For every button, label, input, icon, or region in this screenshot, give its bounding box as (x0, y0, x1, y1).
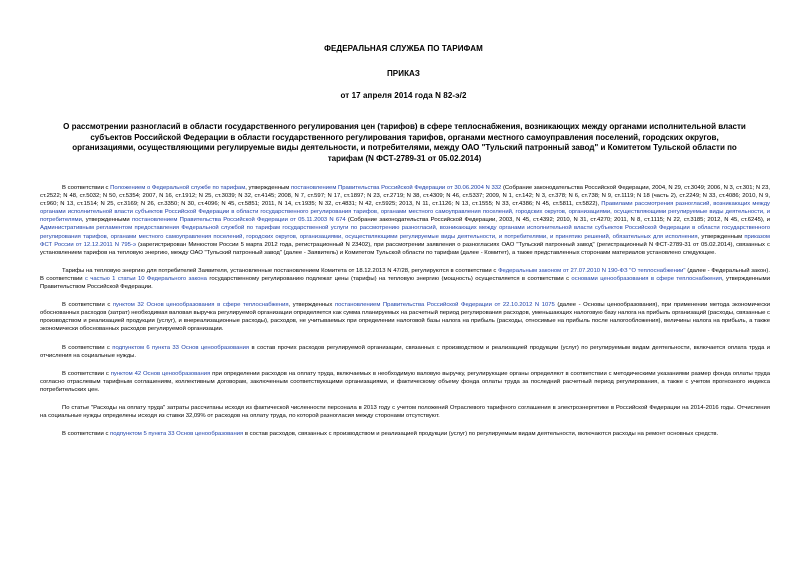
link-admin-regulation[interactable]: Административным регламентом предоставления Федеральной службой по тарифам государственной услуги по рассмотрению разногласий, возникающих между органами исполнительной власти субъектов Российской Федерации в области государственного регулирования тарифов, органами местного самоуправления поселений, городских округов, организациями, осуществляющими регулируемые виды деятельности, и потребителями, и принятию решений, обязательных для исполнения (40, 225, 770, 240)
link-clause-32[interactable]: пунктом 32 Основ ценообразования в сфере теплоснабжения (112, 302, 289, 309)
text: (Собрание законодательства Российской Федерации, 2003, N 45, ст.4392; 2010, N 31, ст.4270; 2011, N 8, ст.1115; N 22, ст.3185; 2012, N 45, ст.6245), и (345, 217, 770, 224)
link-fst-regulation[interactable]: Положением о Федеральной службе по тарифам (110, 185, 246, 191)
text: В соответствии с (62, 185, 111, 191)
text: в состав прочих расходов регулируемой организации, связанных с производством и реализацией продукции (услуг) по регулируемым видам деятельности, включается оплата труда и отчисления на социальные нужды. (40, 344, 771, 359)
paragraph-7 (40, 430, 770, 438)
link-article-10[interactable]: с частью 1 статьи 10 Федерального закона (84, 275, 207, 282)
text: В соответствии с (62, 370, 111, 377)
paragraph-3 (40, 301, 770, 333)
text: , утвержденных (288, 302, 335, 309)
text: , утвержденными Правительством Российской Федерации. (40, 275, 770, 291)
link-subclause-5-clause-33[interactable]: подпунктом 5 пункта 33 Основ ценообразования (110, 431, 244, 438)
document-body (40, 184, 770, 448)
link-resolution-674[interactable]: постановлением Правительства Российской Федерации от 05.11.2003 N 674 (131, 217, 346, 224)
link-clause-42[interactable]: пунктом 42 Основ ценообразования (110, 370, 211, 377)
paragraph-6 (40, 404, 770, 420)
text: Тарифы на тепловую энергию для потребителей Заявителя, установленные постановлением Комитета от 18.12.2013 N 47/28, регулируются в соответствии с (62, 267, 499, 274)
text: (далее - Основы ценообразования), при применении метода экономически обоснованных расходов (затрат) необходимая валовая выручка регулируемой организации определяется как сумма планируемых на расчетный период регулирования расходов, уменьшающих налоговую базу налога на прибыль организаций (расходы, связанные с производством и реализацией продукции (услуг), и внереализационные расходы), расходов, не учитываемых при определении налоговой базы налога на прибыль (расходы, относимые на прибыль после налогообложения), величины налога на прибыль, а также экономически обоснованных расходов регулируемой организации. (40, 302, 771, 333)
text: , утвержденным (697, 233, 745, 240)
paragraph-2 (40, 267, 770, 291)
text: в состав расходов, связанных с производством и реализацией продукции (услуг) по регулируемым видам деятельности, включаются расходы на ремонт основных средств. (243, 431, 719, 438)
text: (далее - Федеральный закон). В соответствии (40, 267, 770, 282)
paragraph-5 (40, 370, 770, 394)
agency-name: ФЕДЕРАЛЬНАЯ СЛУЖБА ПО ТАРИФАМ (324, 44, 483, 53)
link-law-190[interactable]: Федеральным законом от 27.07.2010 N 190-ФЗ "О теплоснабжении" (498, 267, 686, 274)
link-pricing-basics[interactable]: основами ценообразования в сфере теплоснабжения (571, 275, 722, 282)
text: По статье "Расходы на оплату труда" затраты рассчитаны исходя из фактической численности персонала в 2013 году с учетом положений Отраслевого тарифного соглашения в электроэнергетике в Российской Федерации на 2014-2016 годы. Отчисления на социальные нужды определены исходя из ставки 32,09% от расходов на оплату труда, по которой разногласия между сторонами отсутствуют. (40, 404, 770, 420)
document-type: ПРИКАЗ (386, 69, 421, 78)
text: В соответствии с (62, 344, 113, 351)
link-order-795[interactable]: приказом ФСТ России от 12.12.2011 N 795-э (40, 233, 770, 248)
text: (зарегистрирован Минюстом России 5 марта 2012 года, регистрационный N 23402), при рассмотрении заявления о разногласиях ОАО "Тульский патронный завод" (регистрационный N ФСТ-2789-31 от 05.02.2014), связанных с установлением тарифов на тепловую энергию, между ОАО "Тульский патронный завод" (далее - Заявитель) и Комитетом Тульской области по тарифам (далее - Комитет), а также представленных сторонами материалов установлено следующее. (40, 241, 770, 256)
text: В соответствии с (62, 302, 113, 309)
document-date-number: от 17 апреля 2014 года N 82-э/2 (340, 91, 467, 100)
paragraph-1 (40, 184, 770, 257)
text: , утвержденными (81, 217, 132, 224)
paragraph-4 (40, 344, 770, 360)
document-title: О рассмотрении разногласий в области государственного регулирования цен (тарифов) в сфере теплоснабжения, возникающих между органами исполнительной власти субъектов Российской Федерации в области государственного регулирования тарифов, органами местного самоуправления поселений, городских округов, организациями, осуществляющими регулируемые виды деятельности, и потребителями, между ОАО "Тульский патронный завод" и Комитетом Тульской области по тарифам (N ФСТ-2789-31 от 05.02.2014) (63, 122, 746, 163)
text: , утвержденным (245, 185, 291, 191)
link-disagreement-rules[interactable]: Правилами рассмотрения разногласий, возникающих между органами исполнительной власти субъектов Российской Федерации в области государственного регулирования тарифов, органами местного самоуправления поселений, городских округов, организациями, осуществляющими регулируемые виды деятельности, и потребителями (40, 201, 770, 224)
text: В соответствии с (62, 431, 111, 438)
text: (Собрание законодательства Российской Федерации, 2004, N 29, ст.3049; 2006, N 3, ст.301; N 23, ст.2522; N 48, ст.5032; N 50, ст.5354; 2007, N 16, ст.1912; N 25, ст.3039; N 32, ст.4145; 2008, N 7, ст.597; N 17, ст.1897; N 23, ст.2719; N 38, ст.4309; N 46, ст.5337; 2009, N 1, ст.142; N 3, ст.378; N 6, ст.738; N 9, ст.1119; N 18 (часть 2), ст.2249; N 33, ст.4086; 2010, N 9, ст.960; N 13, ст.1514; N 25, ст.3169; N 26, ст.3350; N 30, ст.4096; N 45, ст.5851; 2011, N 14, ст.1935; N 32, ст.4831; N 42, ст.5925; 2013, N 11, ст.1126; N 13, ст.1555; N 33, ст.4386; N 45, ст.5811, ст.5822), (40, 185, 770, 208)
text: при определении расходов на оплату труда, включаемых в необходимую валовую выручку, регулирующие органы определяют в соответствии с методическими указаниями размер фонда оплаты труда согласно отраслевым тарифным соглашениям, коллективным договорам, заключенным соответствующими организациями, и фактическому объему фонда оплаты труда за последний расчетный период регулирования, а также с учетом прогнозного индекса потребительских цен. (40, 370, 771, 393)
text: государственному регулированию подлежат цены (тарифы) на тепловую энергию (мощность) осуществляется в соответствии с (206, 275, 572, 282)
link-resolution-332[interactable]: постановлением Правительства Российской Федерации от 30.06.2004 N 332 (290, 185, 502, 191)
link-resolution-1075[interactable]: постановлением Правительства Российской Федерации от 22.10.2012 N 1075 (334, 302, 555, 309)
link-subclause-6-clause-33[interactable]: подпунктом 6 пункта 33 Основ ценообразования (112, 344, 250, 351)
